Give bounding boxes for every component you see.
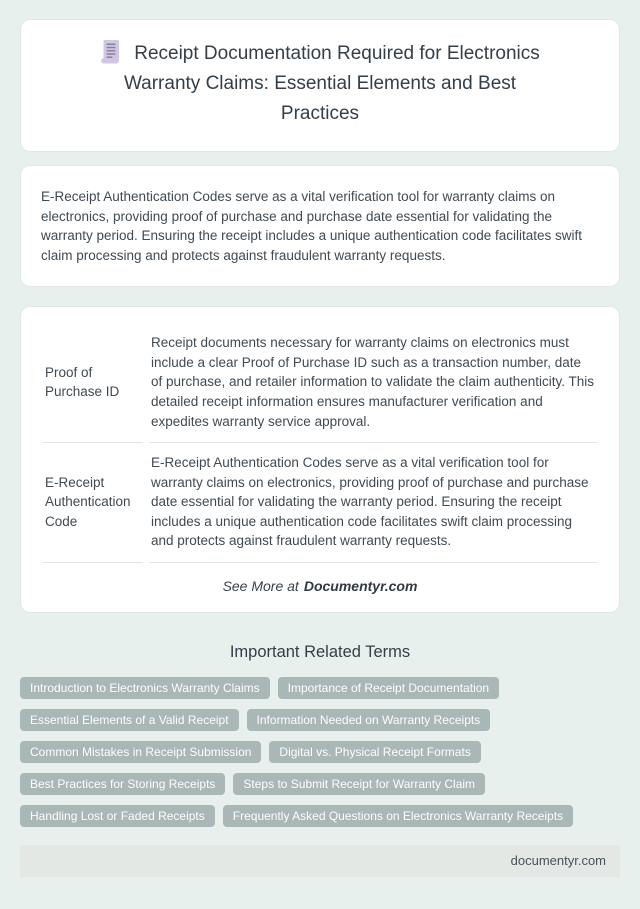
related-term-pill[interactable]: Frequently Asked Questions on Electronics Warranty Receipts [223, 805, 573, 827]
related-term-pill[interactable]: Common Mistakes in Receipt Submission [20, 741, 261, 763]
see-more-brand-link[interactable]: Documentyr.com [303, 577, 418, 594]
summary-text: E-Receipt Authentication Codes serve as a vital verification tool for warranty claims on electronics, providing proof of purchase and purchase date essential for validating the warranty period. Ensuring the receipt includes a unique authentication code facilitates swift claim processing and protects against fraudulent warranty requests. [41, 189, 583, 263]
title-card [20, 19, 620, 152]
footer-site-link[interactable]: documentyr.com [510, 853, 606, 869]
term-description-cell: Receipt documents necessary for warranty claims on electronics must include a clear Proof of Purchase ID such as a transaction number, date of purchase, and retailer information to validate the claim authenticity. This detailed receipt information ensures manufacturer verification and expedites warranty service approval. [149, 323, 597, 443]
page-title-text: Receipt Documentation Required for Electronics Warranty Claims: Essential Elements and Best Practices [123, 43, 540, 124]
table-row [43, 443, 597, 563]
related-term-pill[interactable]: Digital vs. Physical Receipt Formats [269, 741, 480, 763]
related-term-pill[interactable]: Importance of Receipt Documentation [278, 677, 499, 699]
table-row [43, 323, 597, 443]
see-more-text: See More at [222, 577, 299, 594]
related-term-pill[interactable]: Steps to Submit Receipt for Warranty Claim [233, 773, 485, 795]
footer-bar [20, 845, 620, 877]
related-term-pill[interactable]: Introduction to Electronics Warranty Claims [20, 677, 270, 699]
terms-table [37, 323, 603, 563]
see-more-line [37, 578, 603, 594]
related-term-pill[interactable]: Handling Lost or Faded Receipts [20, 805, 215, 827]
terms-table-card [20, 306, 620, 613]
related-term-pill[interactable]: Information Needed on Warranty Receipts [247, 709, 491, 731]
receipt-icon [100, 39, 121, 69]
term-name-cell: E-Receipt Authentication Code [43, 443, 143, 563]
related-terms-list [20, 677, 620, 827]
summary-card [20, 165, 620, 287]
related-terms-heading: Important Related Terms [229, 642, 411, 661]
term-name-cell: Proof of Purchase ID [43, 323, 143, 443]
page-title [98, 39, 543, 129]
related-term-pill[interactable]: Essential Elements of a Valid Receipt [20, 709, 239, 731]
terms-table-body [43, 323, 597, 563]
term-description-cell: E-Receipt Authentication Codes serve as a vital verification tool for warranty claims on electronics, providing proof of purchase and purchase date essential for validating the warranty period. Ensuring the receipt includes a unique authentication code facilitates swift claim processing and protects against fraudulent warranty requests. [149, 443, 597, 563]
related-term-pill[interactable]: Best Practices for Storing Receipts [20, 773, 225, 795]
